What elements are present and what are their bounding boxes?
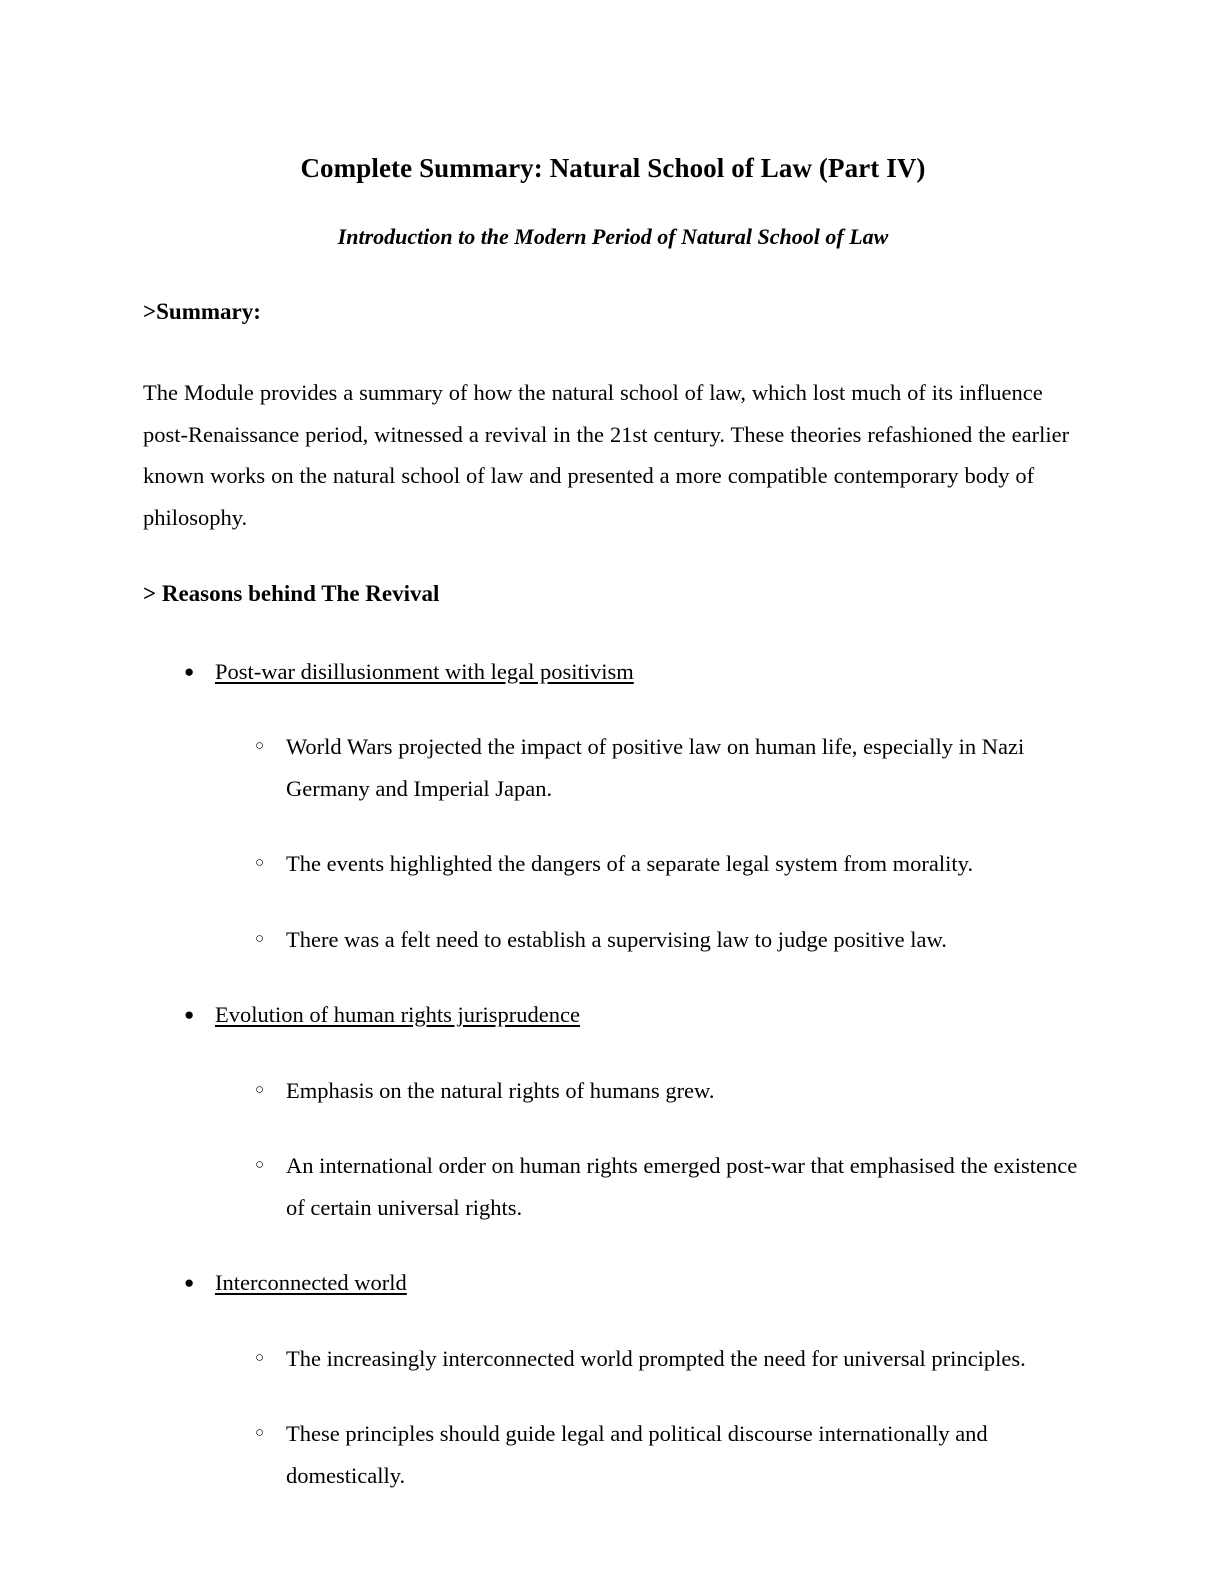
summary-paragraph: The Module provides a summary of how the natural school of law, which lost much of its influence post-Renaissance period, witnessed a revival in the 21st century. These theories refashioned the earlier known works on the natural school of law and presented a more compatible contemporary body of philosophy. bbox=[143, 380, 1070, 530]
list-item-level2 bbox=[143, 1413, 1083, 1496]
page-subtitle: Introduction to the Modern Period of Natural School of Law bbox=[337, 224, 889, 250]
reason-point-text: Emphasis on the natural rights of humans grew. bbox=[286, 1077, 715, 1103]
bullet-filled-icon: ● bbox=[184, 661, 195, 681]
list-item-level2 bbox=[143, 843, 1083, 885]
list-item-level2 bbox=[143, 1070, 1083, 1112]
summary-heading: >Summary: bbox=[143, 299, 261, 325]
bullet-hollow-icon: ○ bbox=[255, 1349, 265, 1366]
bullet-filled-icon: ● bbox=[184, 1273, 195, 1292]
bullet-hollow-icon: ○ bbox=[255, 1425, 265, 1441]
bullet-hollow-icon: ○ bbox=[255, 855, 265, 871]
reason-points-list bbox=[143, 726, 1083, 960]
reason-points-list bbox=[143, 1338, 1083, 1497]
list-item-level2 bbox=[143, 1338, 1083, 1380]
reason-point-text: The increasingly interconnected world prompted the need for universal principles. bbox=[286, 1345, 1026, 1371]
reason-label: Interconnected world bbox=[215, 1270, 407, 1295]
list-item-level2 bbox=[143, 1145, 1083, 1228]
bullet-hollow-icon: ○ bbox=[255, 1157, 265, 1173]
list-item-level1 bbox=[143, 651, 1083, 693]
reasons-heading: > Reasons behind The Revival bbox=[143, 581, 440, 607]
list-item-level1 bbox=[143, 994, 1083, 1036]
reason-label: Post-war disillusionment with legal positivism bbox=[215, 658, 634, 684]
reason-point-text: There was a felt need to establish a supervising law to judge positive law. bbox=[286, 926, 947, 952]
reason-point-text: These principles should guide legal and political discourse internationally and domestically. bbox=[286, 1421, 988, 1488]
list-item-level2 bbox=[143, 919, 1083, 961]
bullet-hollow-icon: ○ bbox=[255, 738, 265, 754]
bullet-filled-icon: ● bbox=[184, 1005, 195, 1024]
reason-points-list bbox=[143, 1070, 1083, 1229]
reason-point-text: The events highlighted the dangers of a separate legal system from morality. bbox=[286, 851, 974, 876]
bullet-hollow-icon: ○ bbox=[255, 930, 265, 947]
page-title: Complete Summary: Natural School of Law (Part IV) bbox=[300, 153, 926, 183]
reason-label: Evolution of human rights jurisprudence bbox=[215, 1002, 580, 1027]
reason-group bbox=[143, 994, 1083, 1228]
reason-point-text: World Wars projected the impact of positive law on human life, especially in Nazi Germany and Imperial Japan. bbox=[286, 734, 1025, 801]
reason-point-text: An international order on human rights emerged post-war that emphasised the existence of certain universal rights. bbox=[286, 1153, 1078, 1220]
bullet-hollow-icon: ○ bbox=[255, 1081, 265, 1098]
reason-group bbox=[143, 651, 1083, 961]
document-content bbox=[143, 150, 1083, 1496]
reasons-list bbox=[143, 651, 1083, 1497]
list-item-level2 bbox=[143, 726, 1083, 809]
list-item-level1 bbox=[143, 1262, 1083, 1304]
reason-group bbox=[143, 1262, 1083, 1496]
